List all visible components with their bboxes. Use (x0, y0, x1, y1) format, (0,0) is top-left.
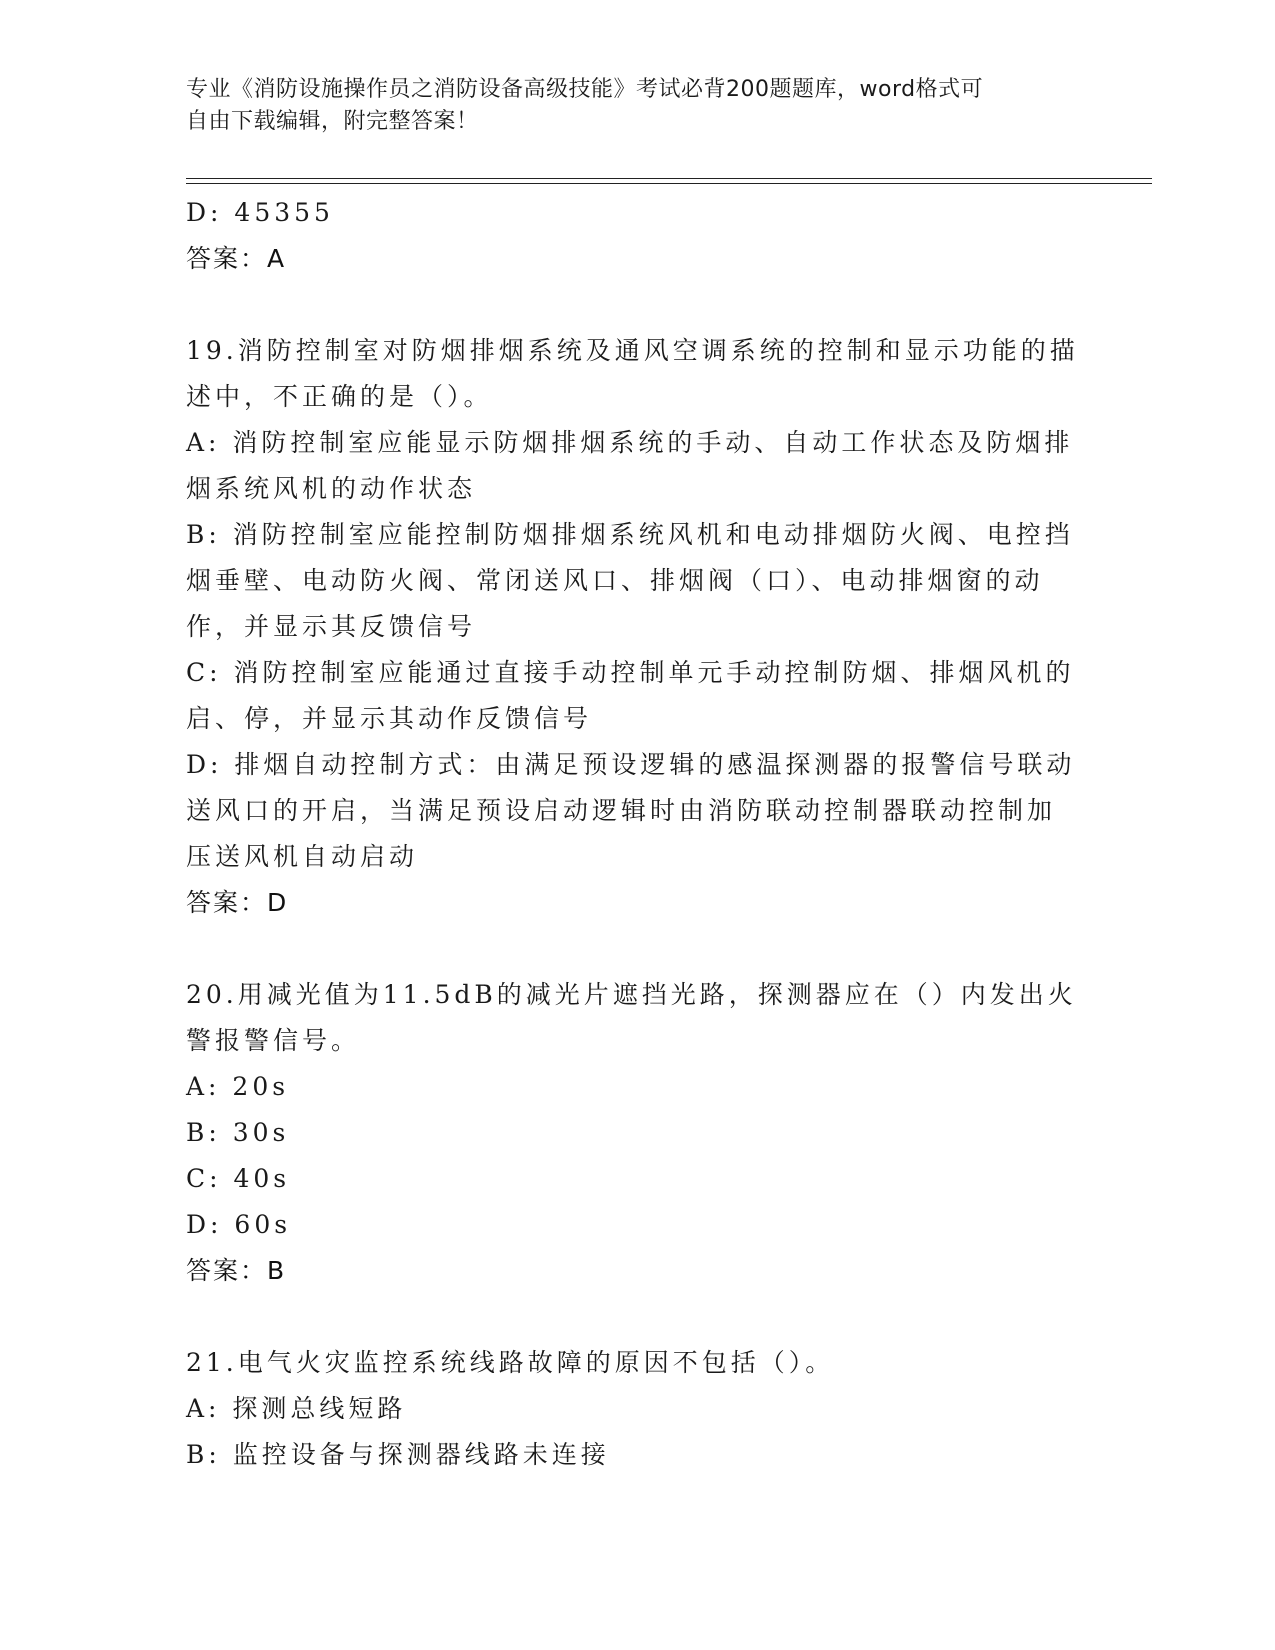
question-stem: 述中，不正确的是（）。 (186, 382, 493, 411)
option-b: 作，并显示其反馈信号 (186, 612, 477, 641)
header-title-line-1: 专业《消防设施操作员之消防设备高级技能》考试必背200题题库，word格式可 (186, 77, 984, 102)
header-title-line-2: 自由下载编辑，附完整答案！ (186, 109, 479, 134)
answer-line: 答案：B (186, 1256, 287, 1285)
spacer (186, 926, 1066, 972)
question-stem: 19.消防控制室对防烟排烟系统及通风空调系统的控制和显示功能的描 (186, 336, 1079, 365)
spacer (186, 1294, 1066, 1340)
option-c: C: 40s (186, 1164, 291, 1193)
option-a: 烟系统风机的动作状态 (186, 474, 477, 503)
question-stem: 21.电气火灾监控系统线路故障的原因不包括（）。 (186, 1348, 835, 1377)
question-20 (186, 972, 1077, 1294)
option-c: C: 消防控制室应能通过直接手动控制单元手动控制防烟、排烟风机的 (186, 658, 1075, 687)
question-21 (186, 1340, 1066, 1478)
option-b: B: 30s (186, 1118, 290, 1147)
option-d: D: 60s (186, 1210, 292, 1239)
page-header (186, 74, 1066, 138)
option-b: B: 监控设备与探测器线路未连接 (186, 1440, 610, 1469)
answer-line: 答案：D (186, 888, 289, 917)
option-b: B: 消防控制室应能控制防烟排烟系统风机和电动排烟防火阀、电控挡 (186, 520, 1074, 549)
option-d: 压送风机自动启动 (186, 842, 419, 871)
option-a: A: 探测总线短路 (186, 1394, 407, 1423)
question-stem: 警报警信号。 (186, 1026, 361, 1055)
question-stem: 20.用减光值为11.5dB的减光片遮挡光路，探测器应在（）内发出火 (186, 980, 1077, 1009)
option-d: 送风口的开启，当满足预设启动逻辑时由消防联动控制器联动控制加 (186, 796, 1057, 825)
header-divider-top (186, 178, 1152, 179)
option-c: 启、停，并显示其动作反馈信号 (186, 704, 593, 733)
spacer (186, 282, 1066, 328)
question-19 (186, 328, 1079, 926)
answer-line: 答案：A (186, 244, 287, 273)
document-body (186, 190, 1079, 1478)
question-18-tail (186, 190, 1066, 282)
option-b: 烟垂壁、电动防火阀、常闭送风口、排烟阀（口）、电动排烟窗的动 (186, 566, 1044, 595)
option-a: A: 消防控制室应能显示防烟排烟系统的手动、自动工作状态及防烟排 (186, 428, 1074, 457)
header-divider-bottom (186, 183, 1152, 184)
option-d: D: 45355 (186, 198, 334, 227)
option-a: A: 20s (186, 1072, 290, 1101)
option-d: D: 排烟自动控制方式：由满足预设逻辑的感温探测器的报警信号联动 (186, 750, 1076, 779)
